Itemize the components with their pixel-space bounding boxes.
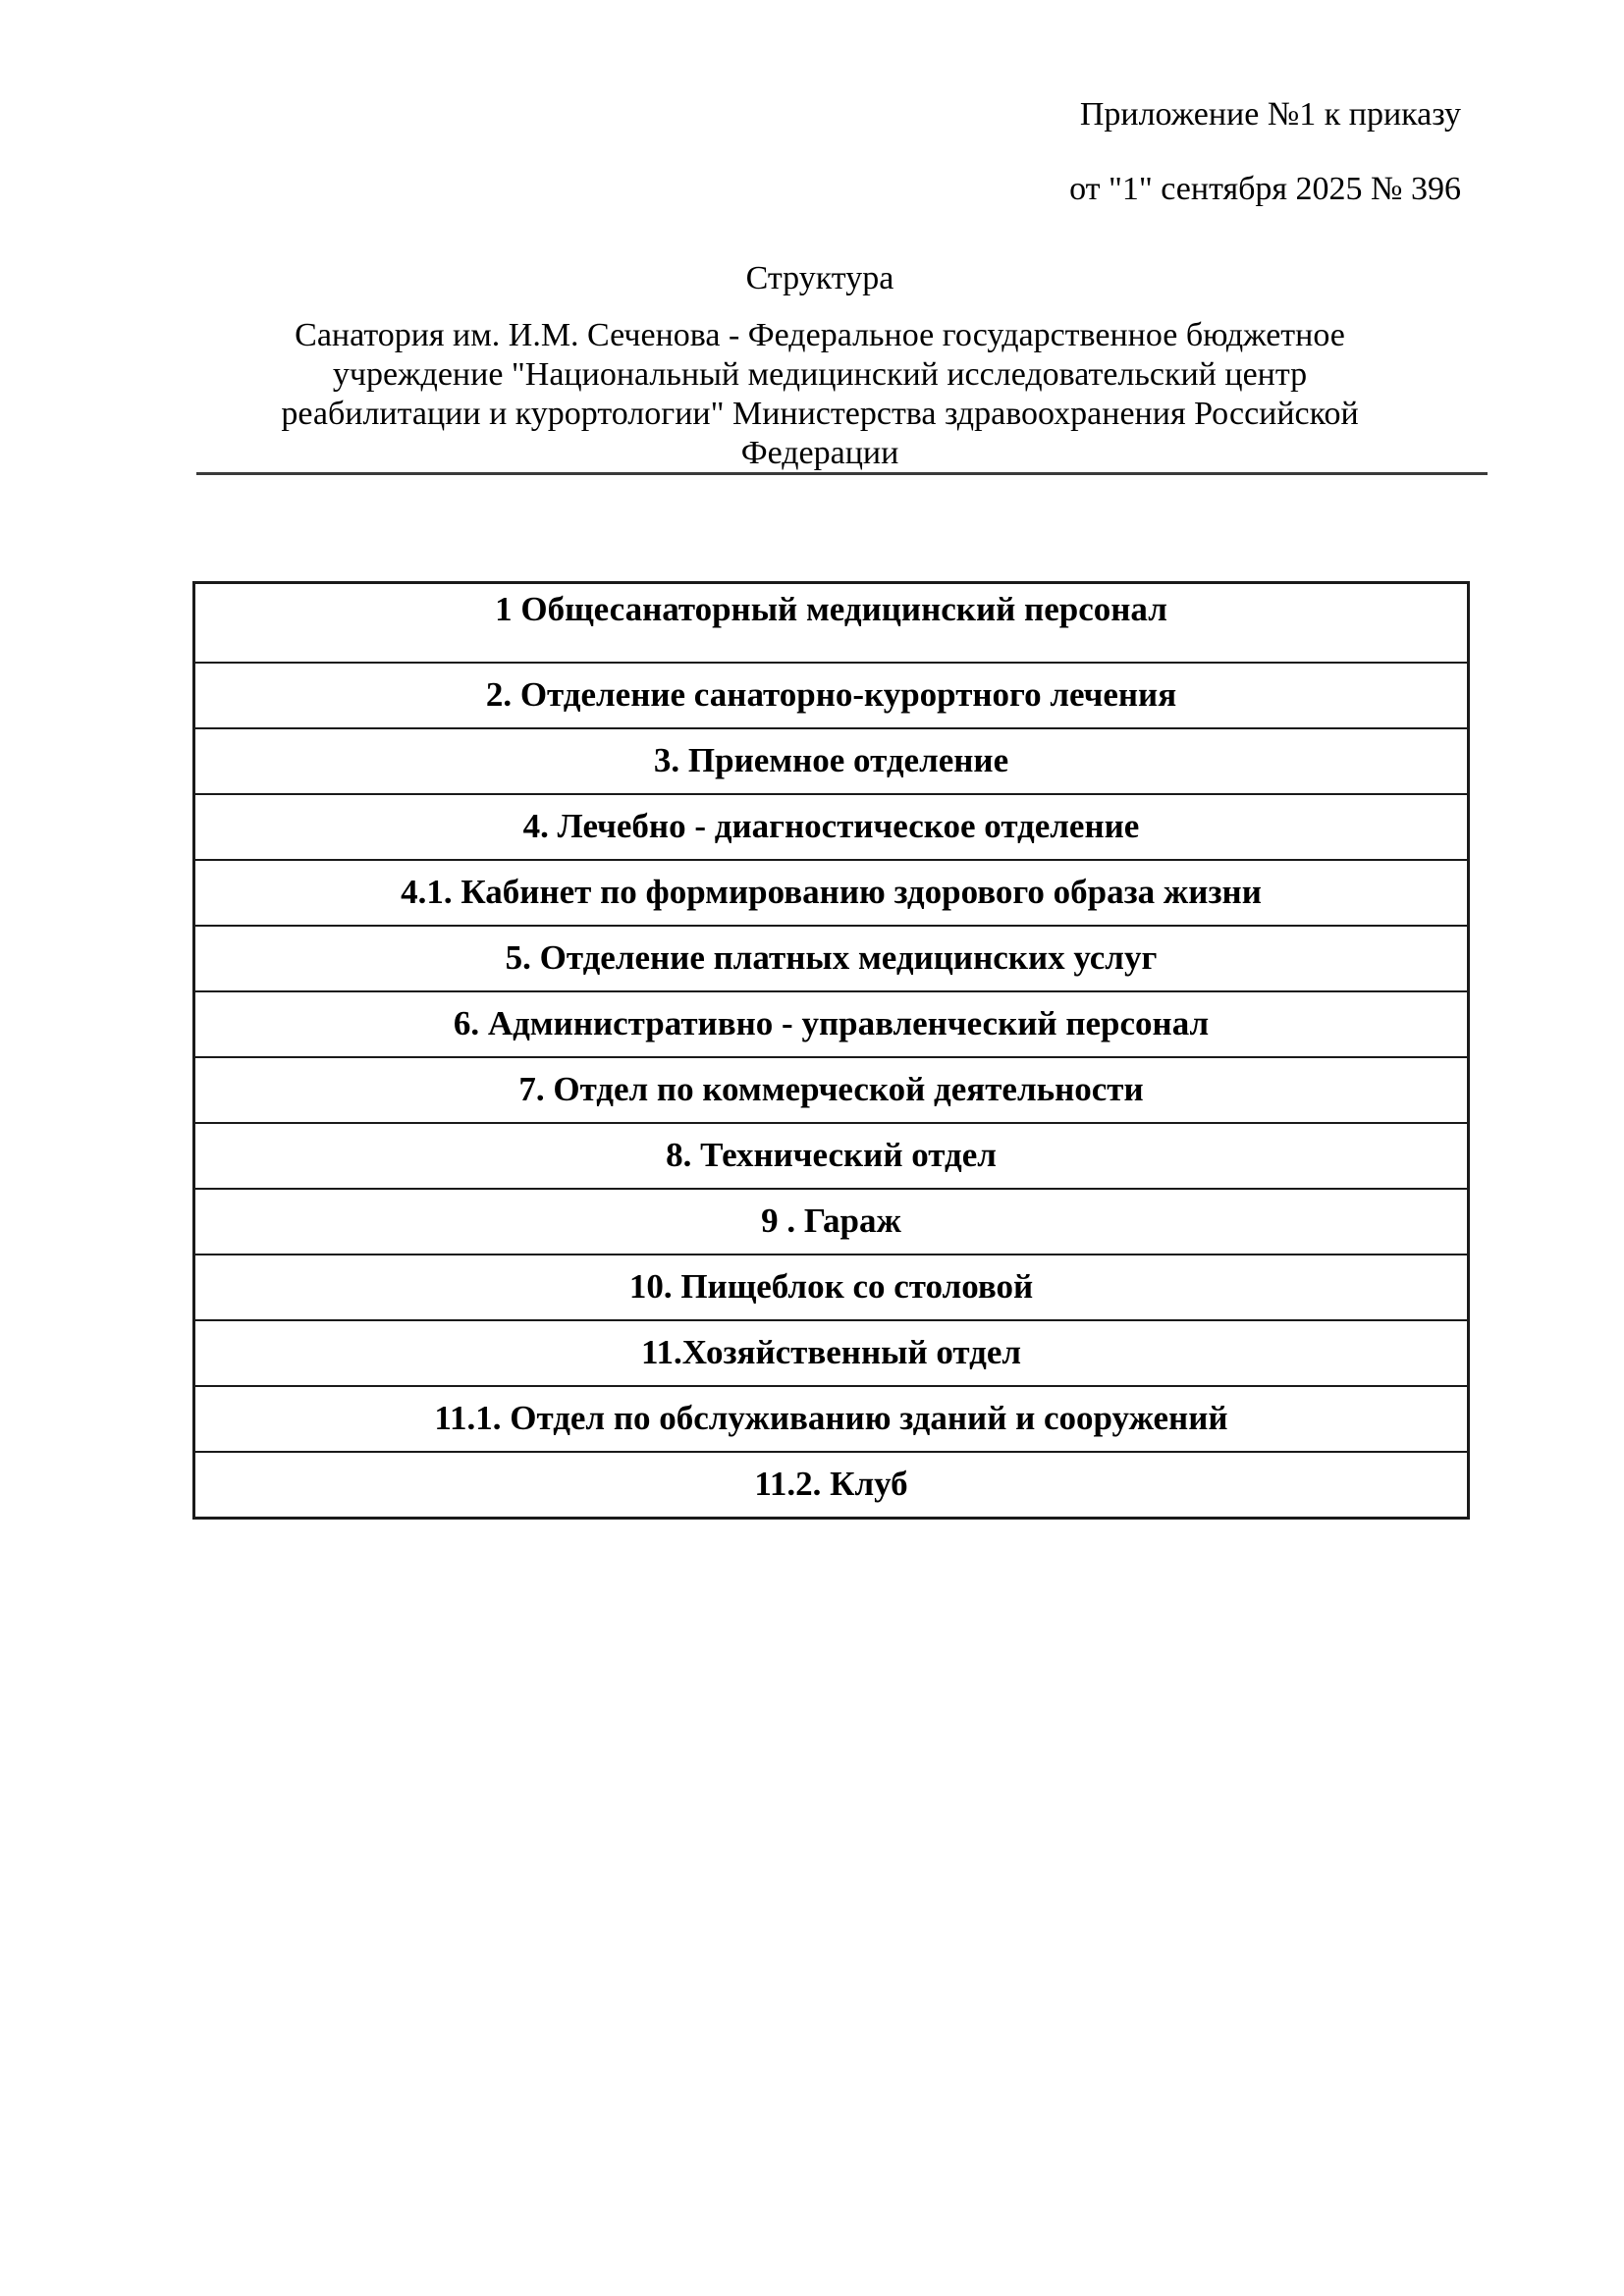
- appendix-reference: Приложение №1 к приказу: [1079, 96, 1461, 133]
- table-row-label: 6. Административно - управленческий персонал: [453, 1004, 1210, 1043]
- table-row: [195, 1188, 1467, 1254]
- header-annotation: [1069, 95, 1461, 209]
- divider-line: [196, 472, 1488, 475]
- table-row-label: 10. Пищеблок со столовой: [628, 1267, 1034, 1307]
- table-row: [195, 1056, 1467, 1122]
- table-row: [195, 662, 1467, 727]
- table-row: [195, 1385, 1467, 1451]
- page-title: Структура: [745, 260, 894, 296]
- table-row-label: 4.1. Кабинет по формированию здорового образа жизни: [401, 873, 1262, 912]
- table-row-label: 5. Отделение платных медицинских услуг: [505, 938, 1158, 978]
- organization-name-line: Федерации: [740, 435, 899, 471]
- order-date-number: от "1" сентября 2025 № 396: [1069, 171, 1461, 207]
- table-row: [195, 1451, 1467, 1517]
- table-row: [195, 1319, 1467, 1385]
- table-row-label: 3. Приемное отделение: [653, 741, 1009, 780]
- table-row: [195, 1122, 1467, 1188]
- table-row: [195, 990, 1467, 1056]
- structure-table: [192, 581, 1470, 1520]
- table-row-label: 11.1. Отдел по обслуживанию зданий и сооружений: [434, 1399, 1228, 1438]
- table-row: [195, 1254, 1467, 1319]
- table-row-label: 7. Отдел по коммерческой деятельности: [518, 1070, 1144, 1109]
- table-row-label: 11.2. Клуб: [754, 1465, 908, 1504]
- table-row-label: 11.Хозяйственный отдел: [640, 1333, 1022, 1372]
- table-row: [195, 793, 1467, 859]
- table-row: [195, 584, 1467, 662]
- table-row: [195, 727, 1467, 793]
- organization-name-line: учреждение "Национальный медицинский исследовательский центр: [332, 356, 1308, 393]
- table-row: [195, 925, 1467, 990]
- table-row-label: 4. Лечебно - диагностическое отделение: [522, 807, 1140, 846]
- table-row: [195, 859, 1467, 925]
- table-row-label: 9 . Гараж: [761, 1201, 901, 1241]
- organization-name-line: Санатория им. И.М. Сеченова - Федеральное государственное бюджетное: [295, 317, 1345, 353]
- table-row-label: 8. Технический отдел: [666, 1136, 997, 1175]
- organization-name-line: реабилитации и курортологии" Министерства здравоохранения Российской: [281, 396, 1359, 432]
- table-row-label: 1 Общесанаторный медицинский персонал: [495, 590, 1167, 628]
- table-row-label: 2. Отделение санаторно-курортного лечения: [485, 675, 1177, 715]
- organization-name: [167, 316, 1473, 473]
